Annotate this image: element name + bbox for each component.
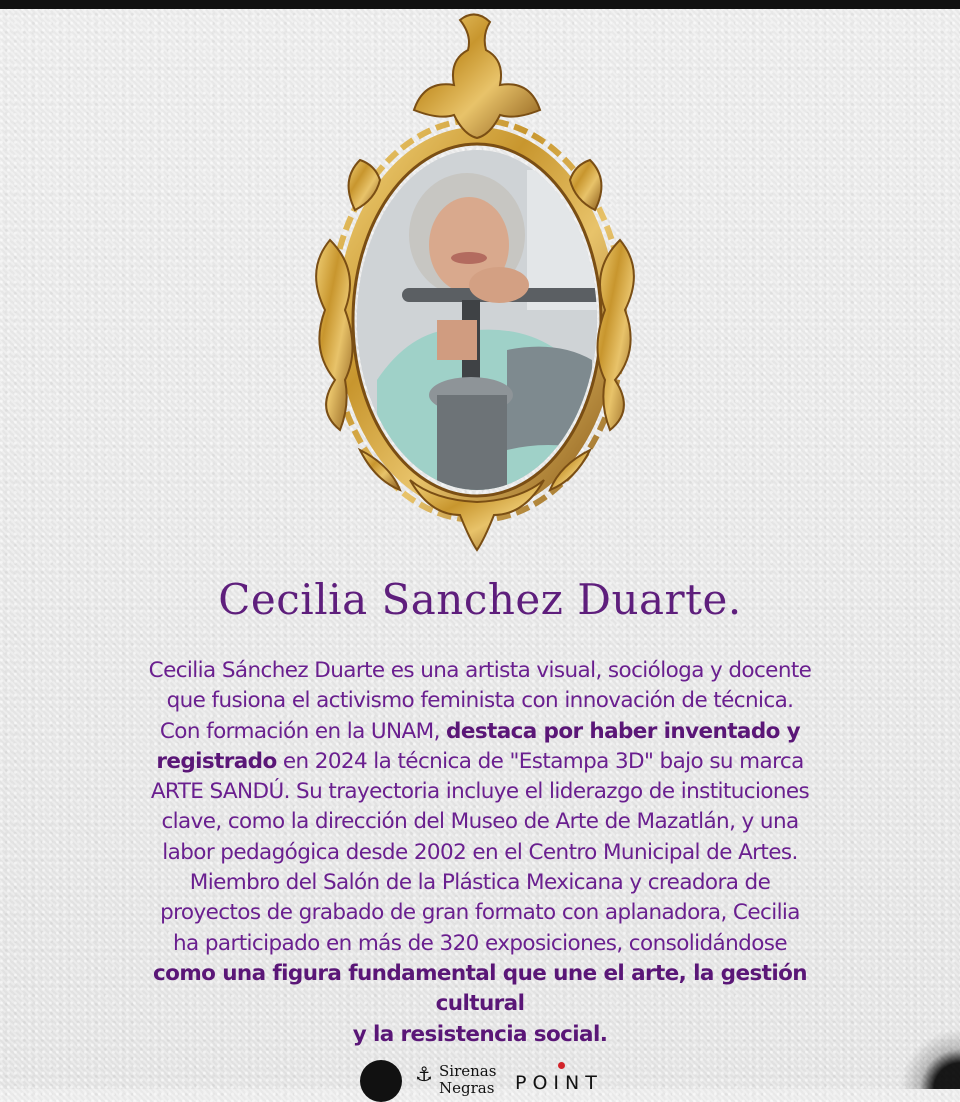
bio-line: clave, como la dirección del Museo de Arte de Mazatlán, y una [161,809,799,835]
corner-shadow [900,1029,960,1089]
bio-line: que fusiona el activismo feminista con innovación de técnica. [166,688,794,714]
bio-line: y la resistencia social. [352,1021,608,1047]
point-logo-dot-icon [558,1062,565,1069]
mermaid-icon: ⚓ [415,1062,433,1086]
bio-line: registrado en 2024 la técnica de "Estampa 3D" bajo su marca [156,748,804,774]
artist-name-title: Cecilia Sanchez Duarte. [218,575,742,624]
artist-bio [110,656,850,1050]
bio-line: labor pedagógica desde 2002 en el Centro Municipal de Artes. [162,839,798,865]
footer-logos [355,1048,635,1097]
bio-line: Miembro del Salón de la Plástica Mexicana y creadora de [189,870,771,896]
bio-line: Cecilia Sánchez Duarte es una artista visual, socióloga y docente [148,658,812,683]
point-logo-text: POINT [515,1072,603,1094]
top-bar [0,0,960,9]
portrait-frame [300,10,650,555]
sirenas-logo-text-2: Negras [439,1079,495,1097]
bio-line: ARTE SANDÚ. Su trayectoria incluye el liderazgo de instituciones [150,779,810,805]
bio-line: ha participado en más de 320 exposiciones, consolidándose [173,930,787,956]
bio-line: Con formación en la UNAM, destaca por haber inventado y [159,718,801,744]
sirenas-logo-text: Sirenas [439,1062,497,1080]
ornate-frame-icon [300,10,650,555]
bio-line: proyectos de grabado de gran formato con aplanadora, Cecilia [160,900,800,926]
bio-line: como una figura fundamental que une el arte, la gestión cultural [153,960,807,1017]
circle-seal-logo-icon [360,1060,402,1102]
